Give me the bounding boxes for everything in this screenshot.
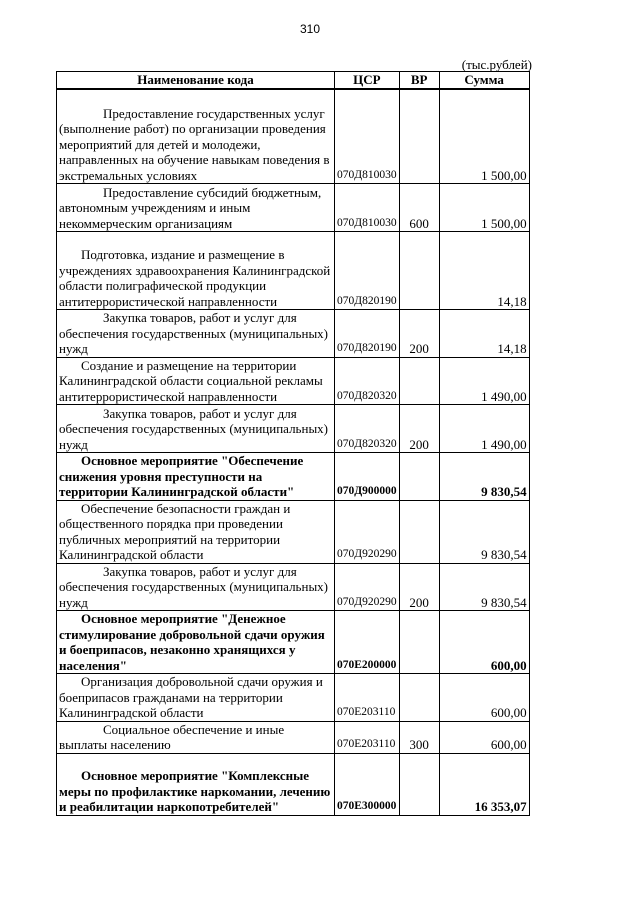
row-vr [399, 500, 439, 563]
row-vr: 200 [399, 310, 439, 358]
row-csr: 070Д920290 [335, 500, 400, 563]
row-name: Социальное обеспечение и иные выплаты населению [57, 721, 335, 753]
row-csr: 070Д810030 [335, 184, 400, 232]
table-row [57, 611, 530, 674]
row-vr [399, 674, 439, 722]
row-name: Предоставление субсидий бюджетным, автономным учреждениям и иным некоммерческим организациям [57, 184, 335, 232]
row-sum: 600,00 [439, 721, 529, 753]
row-name: Закупка товаров, работ и услуг для обеспечения государственных (муниципальных) нужд [57, 405, 335, 453]
row-sum: 14,18 [439, 232, 529, 310]
table-row [57, 405, 530, 453]
row-name: Закупка товаров, работ и услуг для обеспечения государственных (муниципальных) нужд [57, 310, 335, 358]
header-name: Наименование кода [57, 72, 335, 89]
budget-table [56, 71, 530, 816]
header-vr: ВР [399, 72, 439, 89]
table-header-row [57, 72, 530, 89]
row-vr [399, 753, 439, 815]
row-csr: 070Д900000 [335, 453, 400, 501]
row-vr: 200 [399, 563, 439, 611]
row-vr [399, 611, 439, 674]
table-row [57, 357, 530, 405]
row-name: Предоставление государственных услуг (выполнение работ) по организации проведения мероприятий для детей и молодежи, направленных на обучение навыкам поведения в экстремальных условиях [57, 89, 335, 184]
row-vr [399, 453, 439, 501]
page-number: 310 [299, 22, 321, 36]
row-sum: 1 490,00 [439, 405, 529, 453]
row-csr: 070Е300000 [335, 753, 400, 815]
table-row [57, 310, 530, 358]
row-sum: 9 830,54 [439, 563, 529, 611]
table-row [57, 184, 530, 232]
row-csr: 070Е203110 [335, 674, 400, 722]
row-name: Организация добровольной сдачи оружия и боеприпасов гражданами на территории Калининградской области [57, 674, 335, 722]
table-row [57, 753, 530, 815]
table-row [57, 721, 530, 753]
table-row [57, 674, 530, 722]
row-sum: 1 500,00 [439, 184, 529, 232]
row-sum: 600,00 [439, 674, 529, 722]
row-name: Подготовка, издание и размещение в учреждениях здравоохранения Калининградской области полиграфической продукции антитеррористической направленности [57, 232, 335, 310]
row-csr: 070Д820320 [335, 357, 400, 405]
row-sum: 600,00 [439, 611, 529, 674]
row-vr: 300 [399, 721, 439, 753]
table-row [57, 232, 530, 310]
table-row [57, 453, 530, 501]
row-vr [399, 357, 439, 405]
header-csr: ЦСР [335, 72, 400, 89]
row-name: Основное мероприятие "Денежное стимулирование добровольной сдачи оружия и боеприпасов, незаконно хранящихся у населения" [57, 611, 335, 674]
table-row [57, 89, 530, 184]
table-row [57, 500, 530, 563]
row-sum: 9 830,54 [439, 453, 529, 501]
row-sum: 9 830,54 [439, 500, 529, 563]
row-name: Закупка товаров, работ и услуг для обеспечения государственных (муниципальных) нужд [57, 563, 335, 611]
row-name: Обеспечение безопасности граждан и общественного порядка при проведении публичных мероприятий на территории Калининградской области [57, 500, 335, 563]
row-csr: 070Д820190 [335, 310, 400, 358]
row-csr: 070Д810030 [335, 89, 400, 184]
row-name: Основное мероприятие "Комплексные меры по профилактике наркомании, лечению и реабилитации наркопотребителей" [57, 753, 335, 815]
row-csr: 070Е203110 [335, 721, 400, 753]
row-vr [399, 89, 439, 184]
row-sum: 16 353,07 [439, 753, 529, 815]
row-name: Создание и размещение на территории Калининградской области социальной рекламы антитеррористической направленности [57, 357, 335, 405]
header-sum: Сумма [439, 72, 529, 89]
row-vr: 200 [399, 405, 439, 453]
row-csr: 070Д820320 [335, 405, 400, 453]
row-sum: 14,18 [439, 310, 529, 358]
row-csr: 070Д820190 [335, 232, 400, 310]
row-sum: 1 500,00 [439, 89, 529, 184]
row-csr: 070Д920290 [335, 563, 400, 611]
units-label: (тыс.рублей) [461, 57, 532, 72]
row-name: Основное мероприятие "Обеспечение снижения уровня преступности на территории Калининградской области" [57, 453, 335, 501]
row-sum: 1 490,00 [439, 357, 529, 405]
table-row [57, 563, 530, 611]
row-csr: 070Е200000 [335, 611, 400, 674]
row-vr: 600 [399, 184, 439, 232]
row-vr [399, 232, 439, 310]
